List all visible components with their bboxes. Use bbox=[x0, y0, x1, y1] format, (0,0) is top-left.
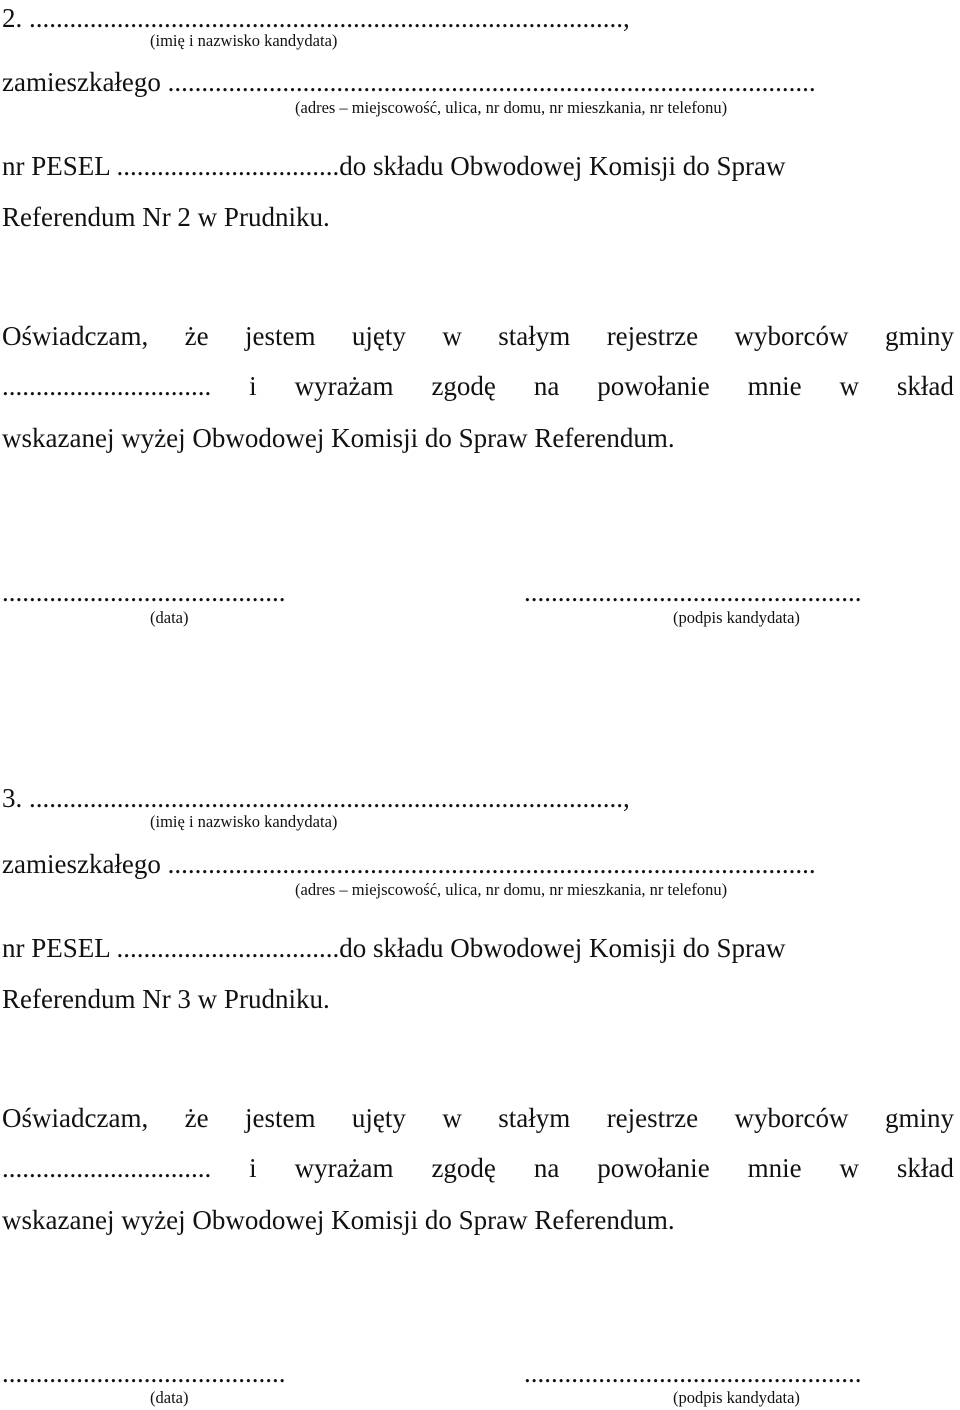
consent-word: powołanie bbox=[597, 1153, 710, 1183]
name-caption: (imię i nazwisko kandydata) bbox=[150, 812, 338, 831]
signature-field[interactable]: .................................................. bbox=[524, 1358, 862, 1388]
date-field[interactable]: .......................................... bbox=[2, 577, 286, 607]
declaration-word: jestem bbox=[245, 1103, 316, 1133]
name-caption: (imię i nazwisko kandydata) bbox=[150, 31, 338, 50]
declaration-word: Oświadczam, bbox=[2, 321, 149, 351]
consent-word: skład bbox=[896, 371, 954, 401]
candidate-number-line: 2. ........................................................................................, bbox=[2, 3, 630, 33]
pesel-line: nr PESEL .................................do składu Obwodowej Komisji do Spraw bbox=[2, 933, 786, 963]
signature-field[interactable]: .................................................. bbox=[524, 577, 862, 607]
signature-caption: (podpis kandydata) bbox=[673, 1388, 800, 1407]
declaration-word: stałym bbox=[498, 321, 571, 351]
date-caption: (data) bbox=[150, 608, 189, 627]
consent-word: ............................... bbox=[2, 371, 212, 401]
consent-line bbox=[2, 1152, 954, 1184]
committee-line: Referendum Nr 2 w Prudniku. bbox=[2, 202, 330, 232]
consent-word: zgodę bbox=[431, 371, 496, 401]
consent-word: w bbox=[839, 1153, 859, 1183]
consent-word: i bbox=[249, 371, 257, 401]
declaration-word: że bbox=[184, 321, 209, 351]
consent-line bbox=[2, 370, 954, 402]
consent-word: na bbox=[533, 1153, 560, 1183]
consent-word: skład bbox=[896, 1153, 954, 1183]
consent-word: mnie bbox=[747, 371, 802, 401]
declaration-word: w bbox=[442, 321, 462, 351]
committee-line: Referendum Nr 3 w Prudniku. bbox=[2, 984, 330, 1014]
declaration-word: rejestrze bbox=[606, 1103, 699, 1133]
consent-word: wyrażam bbox=[294, 371, 394, 401]
closing-line: wskazanej wyżej Obwodowej Komisji do Spraw Referendum. bbox=[2, 423, 675, 453]
declaration-word: w bbox=[442, 1103, 462, 1133]
declaration-word: jestem bbox=[245, 321, 316, 351]
declaration-word: rejestrze bbox=[606, 321, 699, 351]
date-caption: (data) bbox=[150, 1388, 189, 1407]
closing-line: wskazanej wyżej Obwodowej Komisji do Spraw Referendum. bbox=[2, 1205, 675, 1235]
declaration-word: ujęty bbox=[351, 1103, 406, 1133]
signature-caption: (podpis kandydata) bbox=[673, 608, 800, 627]
residence-line: zamieszkałego ................................................................................................ bbox=[2, 849, 816, 879]
consent-word: zgodę bbox=[431, 1153, 496, 1183]
date-field[interactable]: .......................................... bbox=[2, 1358, 286, 1388]
declaration-word: gminy bbox=[884, 1103, 954, 1133]
consent-word: wyrażam bbox=[294, 1153, 394, 1183]
declaration-line bbox=[2, 1102, 954, 1134]
declaration-word: ujęty bbox=[351, 321, 406, 351]
consent-word: powołanie bbox=[597, 371, 710, 401]
pesel-line: nr PESEL .................................do składu Obwodowej Komisji do Spraw bbox=[2, 151, 786, 181]
consent-word: w bbox=[839, 371, 859, 401]
candidate-number-line: 3. ........................................................................................, bbox=[2, 783, 630, 813]
declaration-word: wyborców bbox=[734, 321, 849, 351]
consent-word: mnie bbox=[747, 1153, 802, 1183]
declaration-word: stałym bbox=[498, 1103, 571, 1133]
declaration-word: gminy bbox=[884, 321, 954, 351]
address-caption: (adres – miejscowość, ulica, nr domu, nr mieszkania, nr telefonu) bbox=[295, 880, 728, 899]
consent-word: ............................... bbox=[2, 1153, 212, 1183]
declaration-word: wyborców bbox=[734, 1103, 849, 1133]
declaration-line bbox=[2, 320, 954, 352]
address-caption: (adres – miejscowość, ulica, nr domu, nr mieszkania, nr telefonu) bbox=[295, 98, 728, 117]
declaration-word: Oświadczam, bbox=[2, 1103, 149, 1133]
consent-word: na bbox=[533, 371, 560, 401]
declaration-word: że bbox=[184, 1103, 209, 1133]
residence-line: zamieszkałego ................................................................................................ bbox=[2, 67, 816, 97]
consent-word: i bbox=[249, 1153, 257, 1183]
